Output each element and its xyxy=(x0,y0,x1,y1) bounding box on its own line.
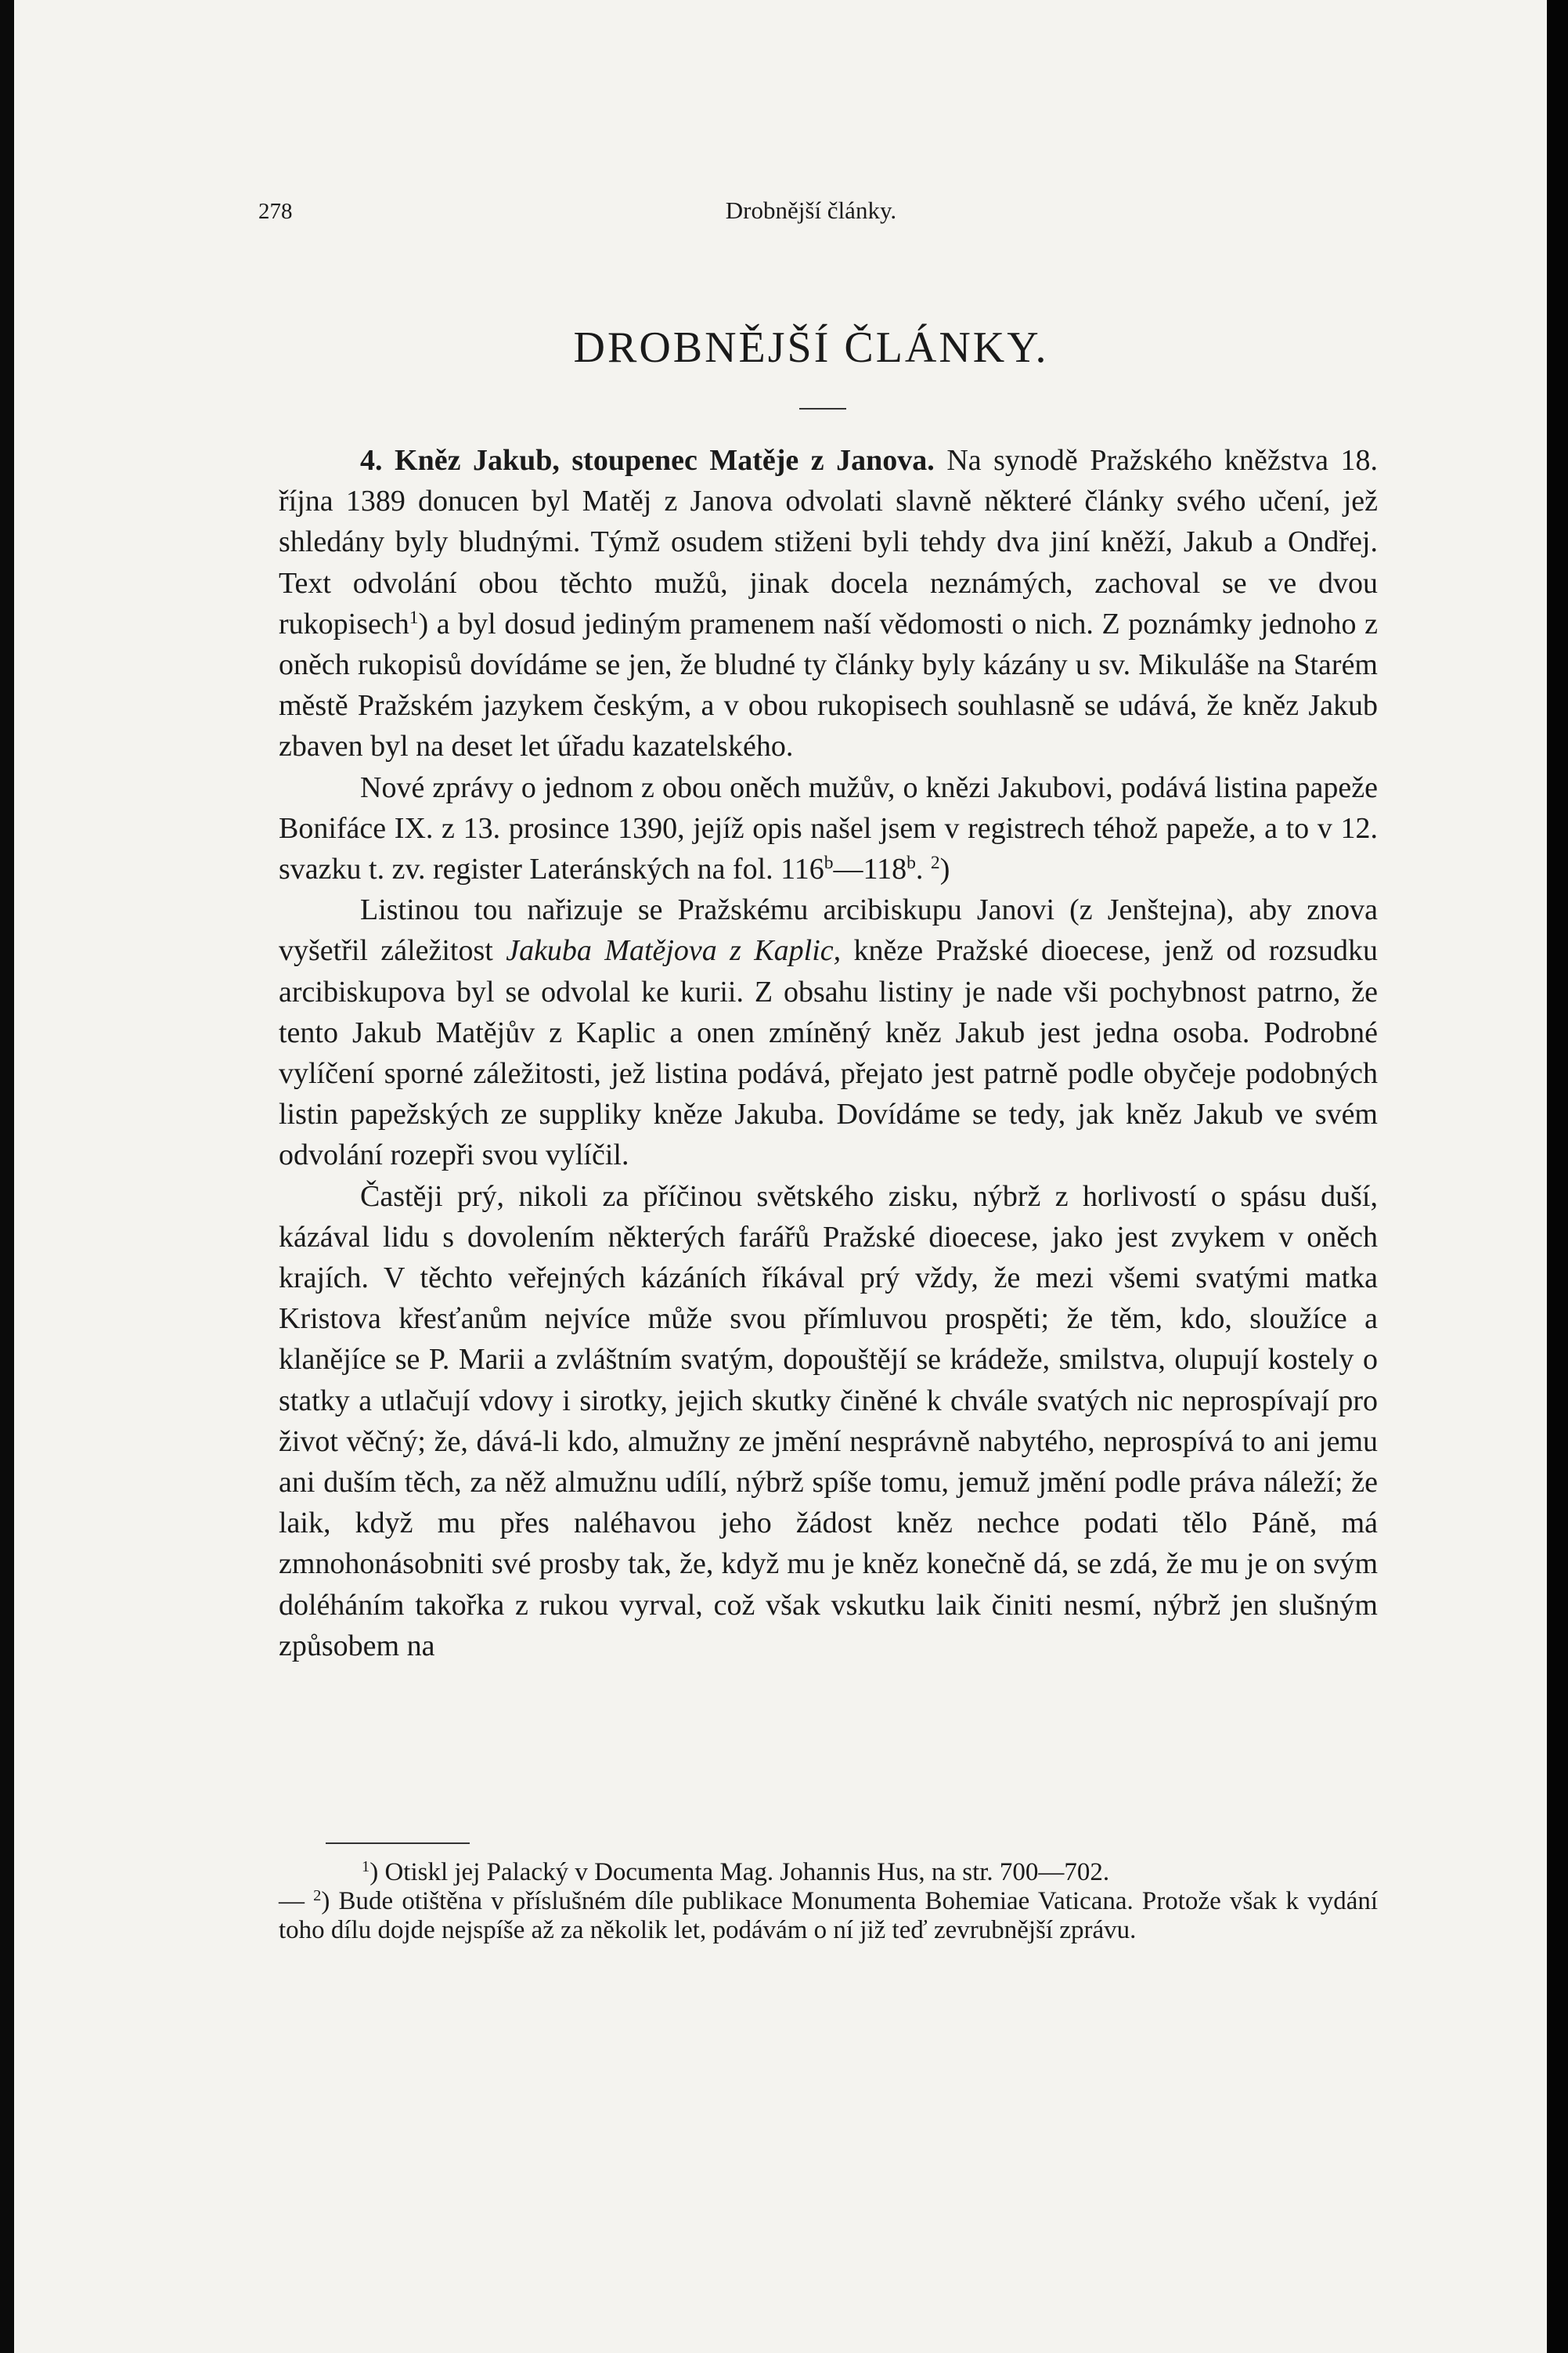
footnotes xyxy=(279,1858,1378,1944)
footnote-1 xyxy=(279,1858,1378,1887)
title-rule xyxy=(799,408,846,410)
article-body xyxy=(279,440,1378,1666)
paragraph-1-text-b: ) a byl dosud jediným pramenem naší vědomosti o nich. Z poznámky jednoho z oněch rukopisů dovídáme se jen, že bludné ty články byly kázány u sv. Mikuláše na Starém městě Pražském jazykem českým, a v obou rukopisech souhlasně se udává, že kněz Jakub zbaven byl na deset let úřadu kazatelského. xyxy=(279,607,1378,763)
person-name-italic: Jakuba Matějova z Kaplic, xyxy=(506,934,842,968)
footnote-rule xyxy=(326,1842,470,1844)
footnote-ref-2: 2 xyxy=(930,853,940,874)
running-title: Drobnější články. xyxy=(725,197,897,224)
book-page xyxy=(14,0,1547,2353)
scan-border xyxy=(1547,0,1568,2353)
paragraph-1 xyxy=(279,440,1378,767)
article-lead: 4. Kněz Jakub, stoupenec Matěje z Janova. xyxy=(360,444,935,477)
footnote-1-text: ) Otiskl jej Palacký v Documenta Mag. Johannis Hus, na str. 700—702. xyxy=(369,1858,1110,1886)
paragraph-4: Častěji prý, nikoli za příčinou světského zisku, nýbrž z horlivostí o spásu duší, kázával lidu s dovolením některých farářů Pražské dioecese, jako jest zvykem v oněch krajích. V těchto veřejných kázáních říkával prý vždy, že mezi všemi svatými matka Kristova křesťanům nejvíce může svou přímluvou prospěti; že těm, kdo, sloužíce a klanějíce se P. Marii a zvláštním svatým, dopouštějí se krádeže, smilstva, olupují kostely o statky a utlačují vdovy i sirotky, jejich skutky činěné k chvále svatých nic neprospívají pro život věčný; že, dává-li kdo, almužny ze jmění nesprávně nabytého, neprospívá to ani jemu ani duším těch, za něž almužnu udílí, nýbrž spíše tomu, jemuž jmění podle práva náleží; že laik, když mu přes naléhavou jeho žádost kněz nechce podati tělo Páně, má zmnohonásobniti své prosby tak, že, když mu je kněz konečně dá, se zdá, že mu je on svým doléháním takořka z rukou vyrval, což však vskutku laik činiti nesmí, nýbrž jen slušným způsobem na xyxy=(279,1179,1378,1662)
folio-sup-1: b xyxy=(824,853,834,874)
paragraph-2-dot: . xyxy=(915,853,931,886)
paragraph-2 xyxy=(279,767,1378,890)
folio-sup-2: b xyxy=(907,853,916,874)
page-number: 278 xyxy=(258,199,293,224)
footnote-2-text: ) Bude otištěna v příslušném díle publikace Monumenta Bohemiae Vaticana. Protože však k vydání toho dílu dojde nejspíše až za několik let, podávám o ní již teď zevrubnější zprávu. xyxy=(279,1886,1379,1944)
footnote-2 xyxy=(279,1887,1378,1945)
footnote-ref-1: 1 xyxy=(409,607,419,628)
paragraph-3 xyxy=(279,890,1378,1175)
paragraph-2-text-mid: —118 xyxy=(833,853,907,886)
paragraph-3-text-a: Listinou tou nařizuje se Pražskému arcibiskupu Janovi (z Jenštejna), aby znova vyšetřil záležitost xyxy=(279,893,1378,968)
paragraph-2-end: ) xyxy=(939,853,950,886)
section-title: DROBNĚJŠÍ ČLÁNKY. xyxy=(573,323,1049,372)
paragraph-1-text-a: Na synodě Pražského kněžstva 18. října 1389 donucen byl Matěj z Janova odvolati slavně některé články svého učení, jež shledány byly bludnými. Týmž osudem stiženi byli tehdy dva jiní kněží, Jakub a Ondřej. Text odvolání obou těchto mužů, jinak docela neznámých, zachoval se ve dvou rukopisech xyxy=(279,444,1378,641)
footnote-2-dash: — xyxy=(279,1886,314,1915)
paragraph-3-text-b: kněze Pražské dioecese, jenž od rozsudku arcibiskupova byl se odvolal ke kurii. Z obsahu listiny je nade vši pochybnost patrno, že tento Jakub Matějův z Kaplic a onen zmíněný kněz Jakub jest jedna osoba. Podrobné vylíčení sporné záležitosti, jež listina podává, přejato jest patrně podle obyčeje podobných listin papežských ze suppliky kněze Jakuba. Dovídáme se tedy, jak kněz Jakub ve svém odvolání rozepři svou vylíčil. xyxy=(279,934,1378,1172)
footnote-1-mark: 1 xyxy=(362,1857,370,1875)
paragraph-2-text-a: Nové zprávy o jednom z obou oněch mužův, o knězi Jakubovi, podává listina papeže Bonifáce IX. z 13. prosince 1390, jejíž opis našel jsem v registrech téhož papeže, a to v 12. svazku t. zv. register Lateránských na fol. 116 xyxy=(279,770,1378,886)
footnote-2-mark: 2 xyxy=(313,1886,322,1904)
